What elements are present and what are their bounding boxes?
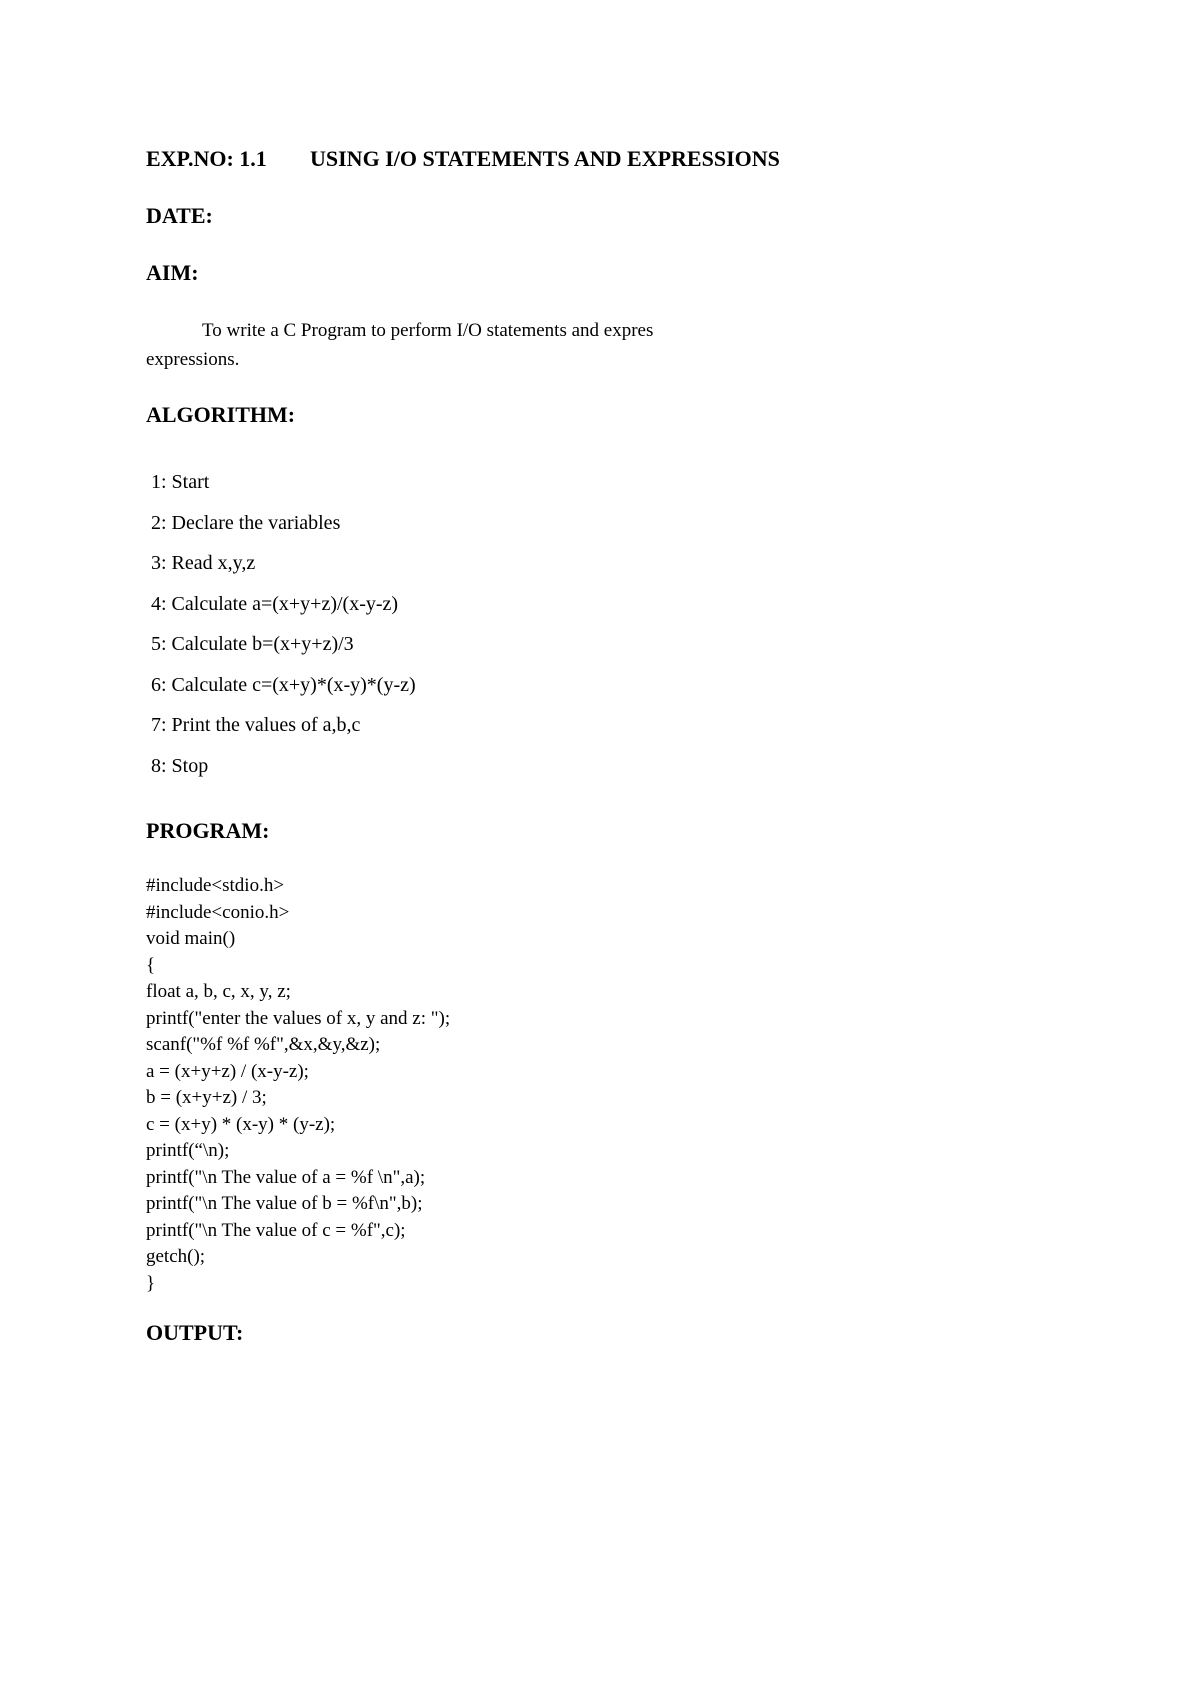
code-line: getch(); xyxy=(146,1246,206,1267)
code-line: { xyxy=(146,954,156,976)
code-line: } xyxy=(146,1272,156,1294)
algorithm-steps xyxy=(151,470,416,794)
output-label: OUTPUT: xyxy=(146,1320,244,1345)
code-line: printf("\n The value of b = %f\n",b); xyxy=(146,1193,423,1214)
code-line: c = (x+y) * (x-y) * (y-z); xyxy=(146,1113,336,1135)
algorithm-step: 4: Calculate a=(x+y+z)/(x-y-z) xyxy=(151,592,399,615)
code-line: #include<conio.h> xyxy=(146,901,290,923)
aim-text xyxy=(146,316,746,374)
algorithm-step: 7: Print the values of a,b,c xyxy=(151,714,361,736)
code-line: printf("\n The value of c = %f",c); xyxy=(146,1219,406,1241)
code-line: scanf("%f %f %f",&x,&y,&z); xyxy=(146,1034,381,1055)
experiment-heading xyxy=(146,146,780,172)
aim-line-1: To write a C Program to perform I/O statements and expres xyxy=(202,320,654,341)
code-line: printf(“\n); xyxy=(146,1140,230,1161)
code-line: a = (x+y+z) / (x-y-z); xyxy=(146,1060,309,1082)
code-line: b = (x+y+z) / 3; xyxy=(146,1087,267,1108)
algorithm-step: 6: Calculate c=(x+y)*(x-y)*(y-z) xyxy=(151,673,416,696)
code-line: printf("enter the values of x, y and z: "); xyxy=(146,1007,451,1029)
algorithm-step: 2: Declare the variables xyxy=(151,511,341,534)
experiment-title: USING I/O STATEMENTS AND EXPRESSIONS xyxy=(310,146,780,171)
algorithm-step: 5: Calculate b=(x+y+z)/3 xyxy=(151,633,354,655)
algorithm-step: 1: Start xyxy=(151,471,210,493)
code-line: #include<stdio.h> xyxy=(146,875,285,896)
code-line: void main() xyxy=(146,928,236,949)
program-code xyxy=(146,874,450,1298)
program-label: PROGRAM: xyxy=(146,818,270,843)
aim-label: AIM: xyxy=(146,260,199,285)
algorithm-label: ALGORITHM: xyxy=(146,402,296,427)
code-line: float a, b, c, x, y, z; xyxy=(146,981,291,1002)
experiment-number: EXP.NO: 1.1 xyxy=(146,146,267,171)
aim-line-2: expressions. xyxy=(146,349,240,370)
algorithm-step: 8: Stop xyxy=(151,754,209,777)
code-line: printf("\n The value of a = %f \n",a); xyxy=(146,1166,426,1188)
algorithm-step: 3: Read x,y,z xyxy=(151,552,256,574)
date-label: DATE: xyxy=(146,203,213,228)
